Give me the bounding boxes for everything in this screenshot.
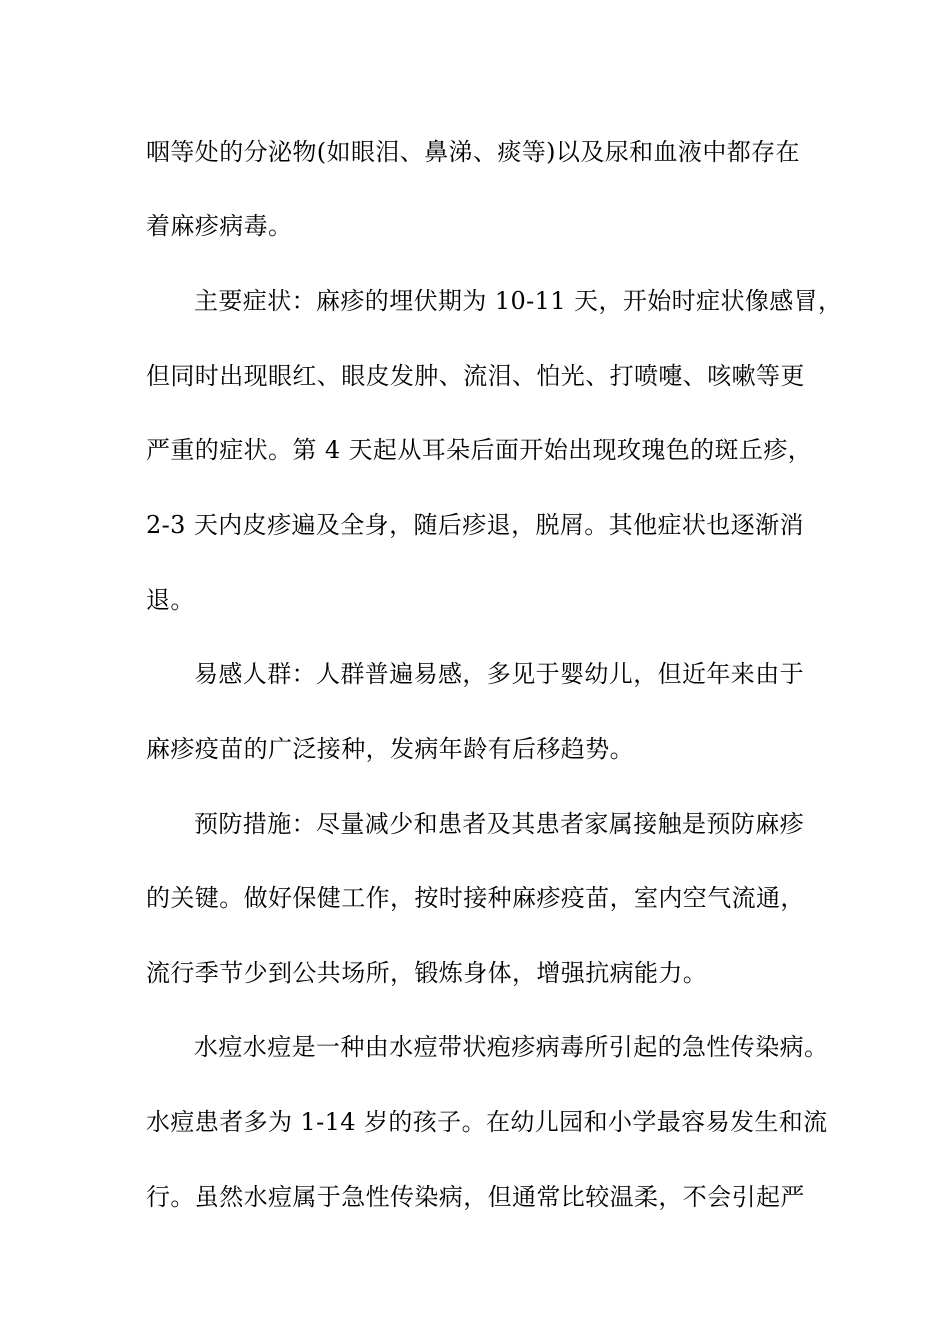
paragraph-susceptible-line-1: 易感人群：人群普遍易感，多见于婴幼儿，但近年来由于 <box>194 660 804 688</box>
paragraph-susceptible-line-2: 麻疹疫苗的广泛接种，发病年龄有后移趋势。 <box>146 735 634 763</box>
paragraph-prevention-line-2: 的关键。做好保健工作，按时接种麻疹疫苗，室内空气流通， <box>146 884 805 912</box>
paragraph-prevention-line-3: 流行季节少到公共场所，锻炼身体，增强抗病能力。 <box>146 959 708 987</box>
paragraph-symptoms-line-4: 2-3 天内皮疹遍及全身，随后疹退，脱屑。其他症状也逐渐消 <box>146 511 804 539</box>
paragraph-symptoms-line-5: 退。 <box>146 586 195 614</box>
text-line-1: 咽等处的分泌物(如眼泪、鼻涕、痰等)以及尿和血液中都存在 <box>146 138 800 166</box>
paragraph-symptoms-line-1: 主要症状：麻疹的埋伏期为 10-11 天，开始时症状像感冒， <box>194 287 843 315</box>
paragraph-symptoms-line-2: 但同时出现眼红、眼皮发肿、流泪、怕光、打喷嚏、咳嗽等更 <box>146 362 805 390</box>
paragraph-varicella-line-2: 水痘患者多为 1-14 岁的孩子。在幼儿园和小学最容易发生和流 <box>146 1108 828 1136</box>
paragraph-varicella-line-1: 水痘水痘是一种由水痘带状疱疹病毒所引起的急性传染病。 <box>194 1033 829 1061</box>
paragraph-prevention-line-1: 预防措施：尽量减少和患者及其患者家属接触是预防麻疹 <box>194 810 804 838</box>
text-line-2: 着麻疹病毒。 <box>146 212 293 240</box>
paragraph-varicella-line-3: 行。虽然水痘属于急性传染病，但通常比较温柔，不会引起严 <box>146 1183 805 1211</box>
paragraph-symptoms-line-3: 严重的症状。第 4 天起从耳朵后面开始出现玫瑰色的斑丘疹， <box>146 436 813 464</box>
